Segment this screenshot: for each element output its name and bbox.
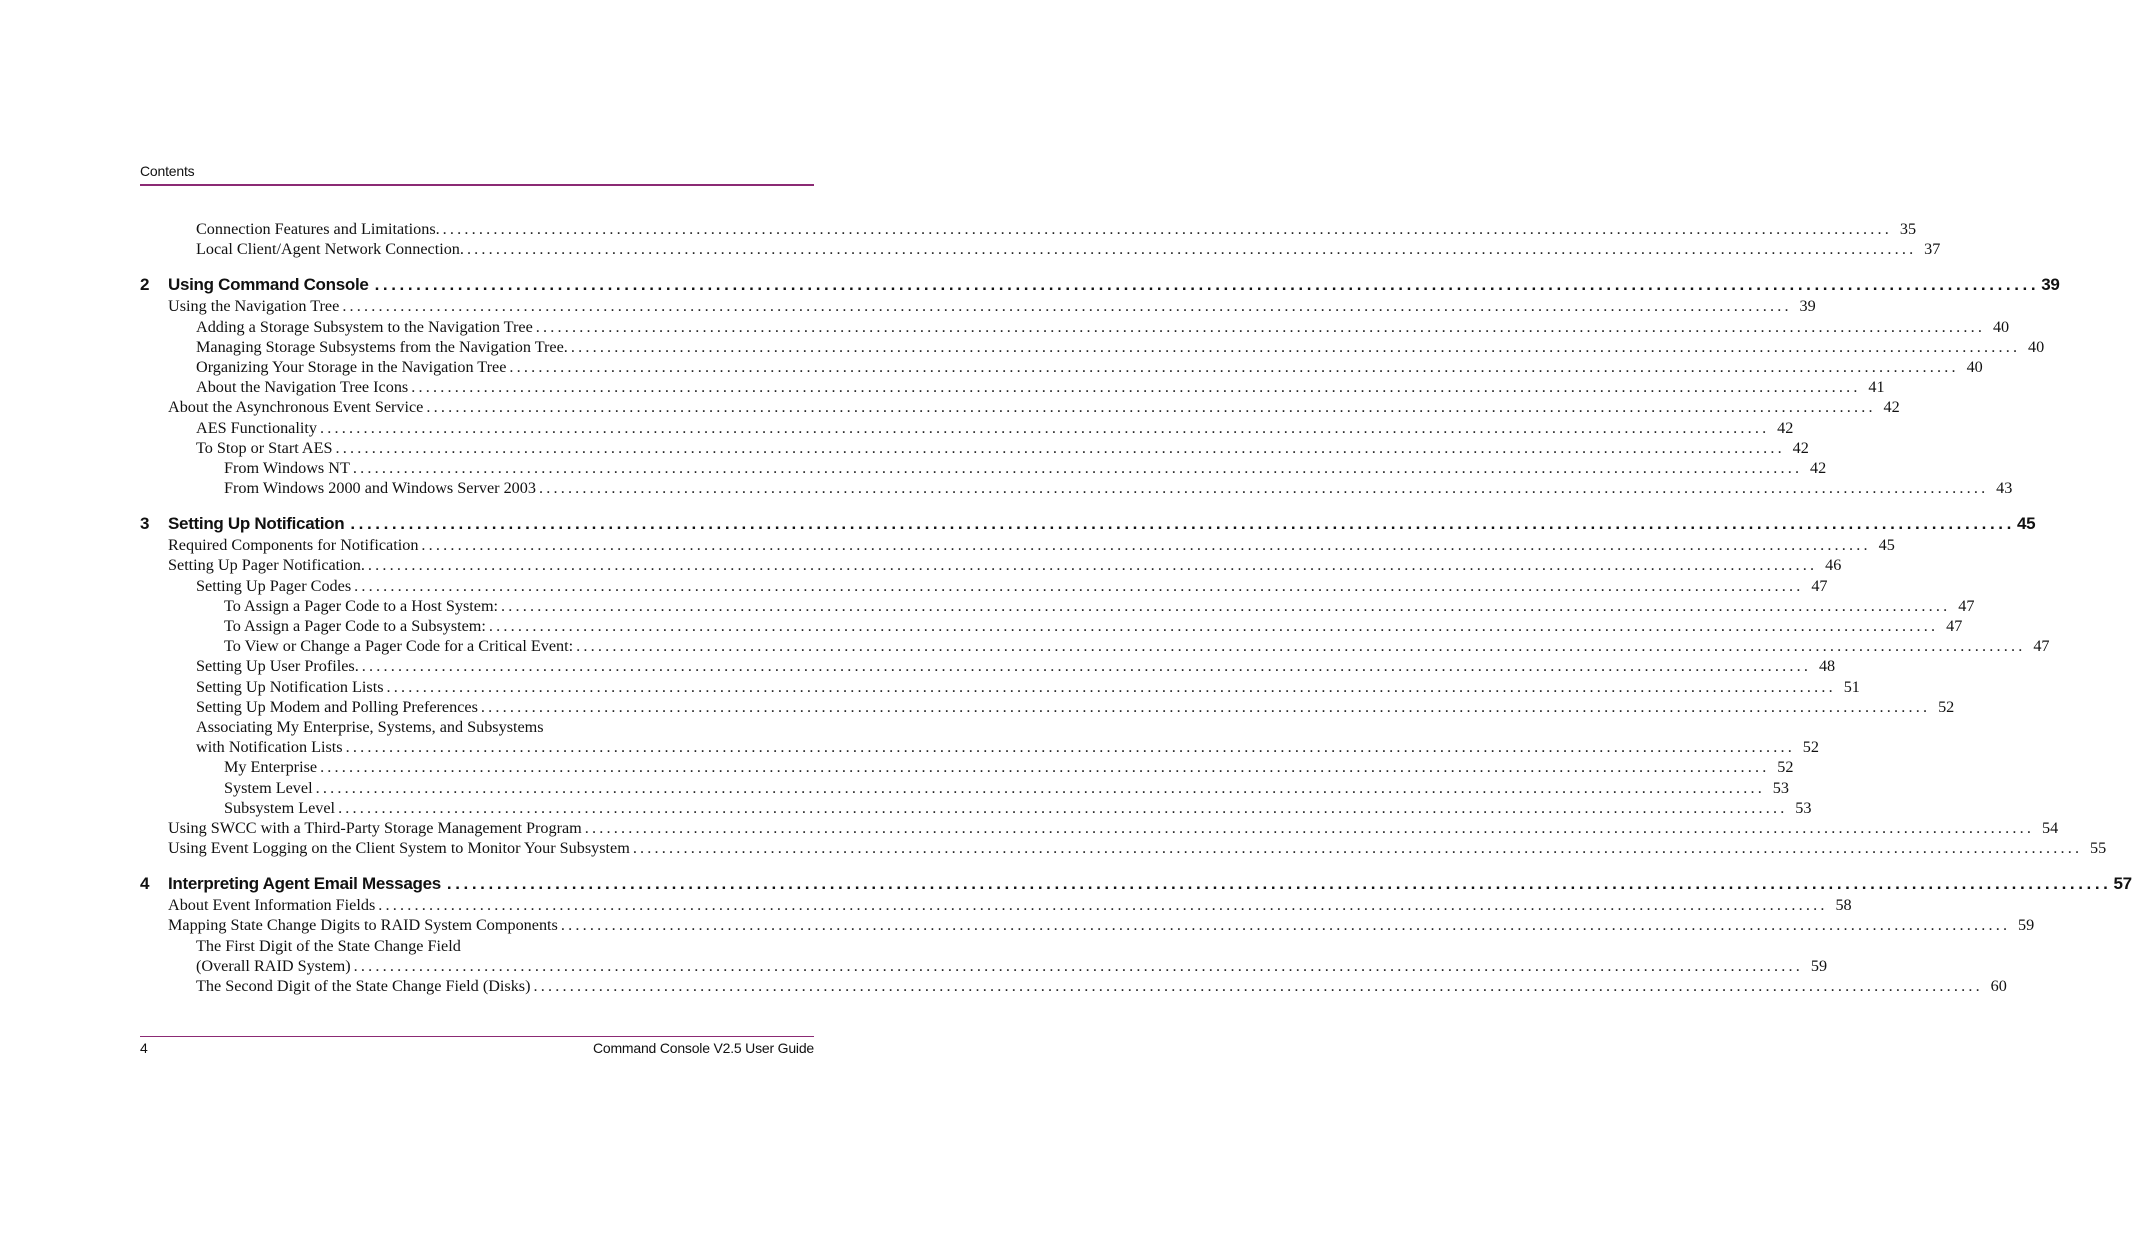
dot-leader: ........................................................................................................................................................................................................ bbox=[350, 514, 2015, 534]
entry-title: Required Components for Notification bbox=[168, 536, 419, 555]
entry-title: The First Digit of the State Change Field bbox=[196, 936, 461, 955]
toc-entry[interactable] bbox=[140, 656, 1836, 676]
dot-leader: ........................................................................................................................................................................................................ bbox=[533, 977, 1983, 995]
dot-leader: ........................................................................................................................................................................................................ bbox=[315, 778, 1765, 797]
toc-entry[interactable] bbox=[140, 616, 1963, 636]
entry-title: To Assign a Pager Code to a Subsystem: bbox=[224, 617, 486, 635]
guide-title: Command Console V2.5 User Guide bbox=[592, 1040, 814, 1056]
entry-title: Using Event Logging on the Client System to Monitor Your Subsystem bbox=[168, 839, 630, 858]
entry-page: 40 bbox=[1966, 357, 1983, 376]
toc-entry[interactable] bbox=[140, 596, 1975, 616]
toc-entry[interactable] bbox=[140, 357, 1983, 377]
toc-entry[interactable] bbox=[140, 418, 1794, 438]
toc-entry[interactable] bbox=[140, 397, 1900, 417]
dot-leader: ........................................................................................................................................................................................................ bbox=[576, 637, 2026, 656]
toc-entry[interactable] bbox=[140, 737, 1819, 757]
entry-page: 51 bbox=[1843, 677, 1860, 696]
toc-entry[interactable] bbox=[140, 818, 2059, 838]
entry-page: 47 bbox=[1811, 576, 1828, 595]
dot-leader: ........................................................................................................................................................................................................ bbox=[480, 697, 1931, 716]
chapter-title: Setting Up Notification bbox=[168, 514, 345, 534]
entry-title: Associating My Enterprise, Systems, and Subsystems bbox=[196, 717, 544, 736]
dot-leader: ........................................................................................................................................................................................................ bbox=[466, 240, 1917, 259]
toc-entry[interactable] bbox=[140, 838, 2107, 858]
entry-page: 58 bbox=[1835, 896, 1852, 915]
entry-title: Subsystem Level bbox=[224, 798, 336, 817]
toc-entry[interactable] bbox=[140, 478, 2013, 498]
toc-entry[interactable] bbox=[140, 915, 2035, 935]
dot-leader: ........................................................................................................................................................................................................ bbox=[632, 839, 2083, 858]
toc-entry[interactable] bbox=[140, 757, 1794, 777]
entry-title: Setting Up Modem and Polling Preferences bbox=[196, 697, 478, 716]
toc-chapter[interactable] bbox=[140, 873, 2132, 895]
entry-title: From Windows 2000 and Windows Server 2003 bbox=[224, 479, 536, 498]
chapter-page: 39 bbox=[2041, 275, 2060, 295]
chapter-title: Interpreting Agent Email Messages bbox=[168, 874, 441, 894]
entry-title: Setting Up Notification Lists bbox=[196, 677, 384, 696]
toc-entry[interactable] bbox=[140, 798, 1812, 818]
dot-leader: ........................................................................................................................................................................................................ bbox=[509, 357, 1959, 376]
entry-page: 52 bbox=[1938, 697, 1955, 716]
entry-page: 60 bbox=[1990, 977, 2007, 995]
chapter-number: 3 bbox=[140, 514, 150, 534]
entry-page: 42 bbox=[1777, 418, 1794, 437]
toc-entry[interactable] bbox=[140, 555, 1842, 575]
toc-entry[interactable] bbox=[140, 535, 1895, 555]
toc-entry[interactable] bbox=[140, 956, 1828, 976]
dot-leader: ........................................................................................................................................................................................................ bbox=[501, 596, 1951, 615]
entry-page: 52 bbox=[1802, 738, 1819, 757]
entry-page: 53 bbox=[1795, 798, 1812, 817]
header-rule bbox=[140, 184, 814, 186]
entry-title: To Stop or Start AES bbox=[196, 438, 333, 457]
entry-title: To View or Change a Pager Code for a Critical Event: bbox=[224, 637, 574, 656]
entry-title: with Notification Lists bbox=[196, 738, 343, 757]
toc-entry[interactable] bbox=[140, 219, 1917, 239]
entry-page: 52 bbox=[1777, 758, 1794, 777]
entry-page: 40 bbox=[2028, 337, 2045, 356]
dot-leader: ........................................................................................................................................................................................................ bbox=[411, 378, 1861, 397]
dot-leader: ........................................................................................................................................................................................................ bbox=[570, 337, 2021, 356]
entry-page: 47 bbox=[1958, 596, 1975, 615]
entry-page: 54 bbox=[2041, 818, 2059, 837]
toc-entry[interactable] bbox=[140, 458, 1827, 478]
dot-leader: ........................................................................................................................................................................................................ bbox=[367, 556, 1818, 575]
entry-page: 48 bbox=[1818, 657, 1836, 676]
dot-leader: ........................................................................................................................................................................................................ bbox=[560, 916, 2011, 935]
toc-entry[interactable] bbox=[140, 337, 2045, 357]
toc-entry[interactable] bbox=[140, 976, 2007, 996]
chapter-page: 57 bbox=[2113, 874, 2132, 894]
table-of-contents bbox=[140, 219, 2132, 996]
entry-title: Mapping State Change Digits to RAID System Components bbox=[168, 916, 558, 935]
chapter-number: 4 bbox=[140, 874, 150, 894]
dot-leader: ........................................................................................................................................................................................................ bbox=[353, 956, 1804, 975]
entry-title: About the Asynchronous Event Service bbox=[168, 398, 424, 417]
entry-title: Setting Up User Profiles. bbox=[196, 657, 359, 676]
toc-entry[interactable] bbox=[140, 317, 2010, 337]
toc-entry[interactable] bbox=[140, 239, 1941, 259]
toc-entry[interactable] bbox=[140, 717, 814, 737]
entry-title: Local Client/Agent Network Connection. bbox=[196, 240, 464, 259]
entry-title: About Event Information Fields bbox=[168, 896, 376, 915]
toc-entry[interactable] bbox=[140, 576, 1828, 596]
dot-leader: ........................................................................................................................................................................................................ bbox=[442, 220, 1893, 238]
entry-page: 55 bbox=[2090, 839, 2107, 858]
entry-page: 47 bbox=[1946, 617, 1963, 635]
entry-title: Organizing Your Storage in the Navigation Tree bbox=[196, 357, 507, 376]
dot-leader: ........................................................................................................................................................................................................ bbox=[538, 479, 1989, 498]
entry-title: Setting Up Pager Codes bbox=[196, 576, 352, 595]
entry-page: 35 bbox=[1899, 220, 1917, 238]
dot-leader: ........................................................................................................................................................................................................ bbox=[320, 758, 1770, 777]
toc-entry[interactable] bbox=[140, 677, 1860, 697]
entry-page: 39 bbox=[1799, 297, 1816, 316]
chapter-title: Using Command Console bbox=[168, 275, 369, 295]
entry-title: System Level bbox=[224, 778, 313, 797]
dot-leader: ........................................................................................................................................................................................................ bbox=[386, 677, 1836, 696]
dot-leader: ........................................................................................................................................................................................................ bbox=[345, 738, 1795, 757]
toc-entry[interactable] bbox=[140, 936, 814, 956]
entry-title: Setting Up Pager Notification. bbox=[168, 556, 365, 575]
footer-rule bbox=[140, 1036, 814, 1037]
entry-page: 42 bbox=[1792, 438, 1809, 457]
entry-page: 42 bbox=[1810, 458, 1827, 477]
entry-title: Adding a Storage Subsystem to the Navigation Tree bbox=[196, 317, 533, 336]
toc-entry[interactable] bbox=[140, 377, 1885, 397]
entry-page: 59 bbox=[1810, 956, 1828, 975]
entry-page: 59 bbox=[2018, 916, 2035, 935]
entry-title: My Enterprise bbox=[224, 758, 318, 777]
entry-title: From Windows NT bbox=[224, 458, 350, 477]
dot-leader: ........................................................................................................................................................................................................ bbox=[535, 317, 1986, 336]
entry-title: To Assign a Pager Code to a Host System: bbox=[224, 596, 499, 615]
toc-entry[interactable] bbox=[140, 296, 1816, 316]
entry-page: 53 bbox=[1772, 778, 1789, 797]
toc-chapter[interactable] bbox=[140, 513, 2036, 535]
entry-title: AES Functionality bbox=[196, 418, 317, 437]
dot-leader: ........................................................................................................................................................................................................ bbox=[584, 818, 2035, 837]
dot-leader: ........................................................................................................................................................................................................ bbox=[446, 874, 2112, 894]
dot-leader: ........................................................................................................................................................................................................ bbox=[342, 297, 1792, 316]
dot-leader: ........................................................................................................................................................................................................ bbox=[378, 896, 1828, 915]
entry-title: Using SWCC with a Third-Party Storage Management Program bbox=[168, 818, 582, 837]
entry-title: (Overall RAID System) bbox=[196, 956, 351, 975]
toc-entry[interactable] bbox=[140, 636, 2050, 656]
entry-page: 43 bbox=[1996, 479, 2013, 498]
entry-page: 47 bbox=[2033, 637, 2050, 656]
toc-entry[interactable] bbox=[140, 438, 1809, 458]
toc-entry[interactable] bbox=[140, 778, 1789, 798]
dot-leader: ........................................................................................................................................................................................................ bbox=[338, 798, 1788, 817]
entry-title: Using the Navigation Tree bbox=[168, 297, 340, 316]
page-number: 4 bbox=[140, 1040, 148, 1056]
dot-leader: ........................................................................................................................................................................................................ bbox=[426, 398, 1876, 417]
toc-entry[interactable] bbox=[140, 697, 1955, 717]
dot-leader: ........................................................................................................................................................................................................ bbox=[488, 617, 1939, 635]
entry-title: About the Navigation Tree Icons bbox=[196, 378, 409, 397]
toc-chapter[interactable] bbox=[140, 274, 2060, 296]
chapter-number: 2 bbox=[140, 275, 150, 295]
entry-page: 45 bbox=[1878, 536, 1895, 555]
dot-leader: ........................................................................................................................................................................................................ bbox=[374, 275, 2040, 295]
entry-title: Managing Storage Subsystems from the Navigation Tree. bbox=[196, 337, 568, 356]
entry-title: The Second Digit of the State Change Field (Disks) bbox=[196, 977, 531, 995]
entry-page: 41 bbox=[1868, 378, 1885, 397]
entry-title: Connection Features and Limitations. bbox=[196, 220, 440, 238]
dot-leader: ........................................................................................................................................................................................................ bbox=[352, 458, 1803, 477]
dot-leader: ........................................................................................................................................................................................................ bbox=[354, 576, 1804, 595]
toc-entry[interactable] bbox=[140, 895, 1852, 915]
dot-leader: ........................................................................................................................................................................................................ bbox=[421, 536, 1871, 555]
entry-page: 37 bbox=[1924, 240, 1941, 259]
entry-page: 46 bbox=[1825, 556, 1842, 575]
chapter-page: 45 bbox=[2016, 514, 2036, 534]
entry-page: 42 bbox=[1883, 398, 1900, 417]
dot-leader: ........................................................................................................................................................................................................ bbox=[361, 657, 1812, 676]
entry-page: 40 bbox=[1992, 317, 2010, 336]
running-header: Contents bbox=[140, 163, 195, 179]
dot-leader: ........................................................................................................................................................................................................ bbox=[319, 418, 1770, 437]
dot-leader: ........................................................................................................................................................................................................ bbox=[335, 438, 1785, 457]
